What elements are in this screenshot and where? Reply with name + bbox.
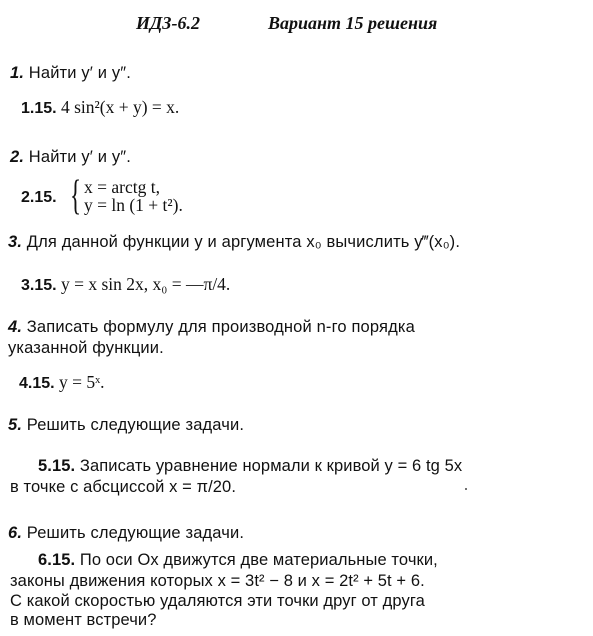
task-number: 2. [10, 148, 25, 166]
task-text: Решить следующие задачи. [26, 524, 245, 542]
problem-text: Записать уравнение нормали к кривой y = 6 tg 5x [79, 457, 463, 475]
task-text: Решить следующие задачи. [26, 416, 245, 434]
document-title: ИДЗ-6.2 [136, 13, 200, 33]
task-4 [8, 318, 415, 337]
problem-2-15-number [21, 186, 57, 207]
problem-6-15-line1 [38, 551, 438, 570]
task-number: 6. [8, 524, 23, 542]
problem-number: 6.15. [38, 551, 76, 569]
task-3 [8, 233, 460, 252]
task-number: 4. [8, 318, 23, 336]
problem-formula: y = 5ˣ. [58, 372, 105, 392]
problem-number: 2.15. [21, 189, 57, 206]
task-number: 5. [8, 416, 23, 434]
problem-text: По оси Ox движутся две материальные точки, [79, 551, 438, 569]
task-5 [8, 416, 244, 435]
task-4-line2: указанной функции. [8, 339, 164, 357]
problem-number: 4.15. [19, 375, 55, 392]
problem-number: 1.15. [21, 100, 57, 117]
variant-label: Вариант 15 решения [268, 13, 438, 33]
problem-number: 5.15. [38, 457, 76, 475]
problem-number: 3.15. [21, 277, 57, 294]
task-number: 3. [8, 233, 23, 251]
problem-5-15-line1 [38, 457, 462, 476]
problem-2-15-line1: x = arctg t, [84, 177, 160, 197]
problem-formula: 4 sin²(x + y) = x. [60, 97, 180, 117]
problem-6-15-line3: С какой скоростью удаляются эти точки друг от друга [10, 592, 425, 610]
problem-5-15-line2: в точке с абсциссой x = π/20. [10, 478, 237, 496]
system-brace-icon: { [70, 173, 82, 219]
task-text-line1: Записать формулу для производной n-го порядка [26, 318, 415, 336]
task-text: Для данной функции y и аргумента x₀ вычислить y‴(x₀). [26, 233, 461, 251]
task-2 [10, 148, 131, 167]
task-1 [10, 64, 131, 83]
problem-1-15 [21, 97, 179, 118]
task-number: 1. [10, 64, 25, 82]
problem-3-15 [21, 274, 230, 295]
problem-4-15 [19, 372, 105, 393]
task-text: Найти y′ и y″. [28, 148, 131, 166]
problem-6-15-line2: законы движения которых x = 3t² − 8 и x = 2t² + 5t + 6. [10, 572, 425, 590]
problem-formula: y = x sin 2x, x₀ = —π/4. [60, 274, 231, 294]
task-text: Найти y′ и y″. [28, 64, 131, 82]
problem-2-15-line2: y = ln (1 + t²). [84, 195, 183, 215]
task-6 [8, 524, 244, 543]
speck-mark [465, 488, 467, 490]
problem-6-15-line4: в момент встречи? [10, 611, 157, 629]
